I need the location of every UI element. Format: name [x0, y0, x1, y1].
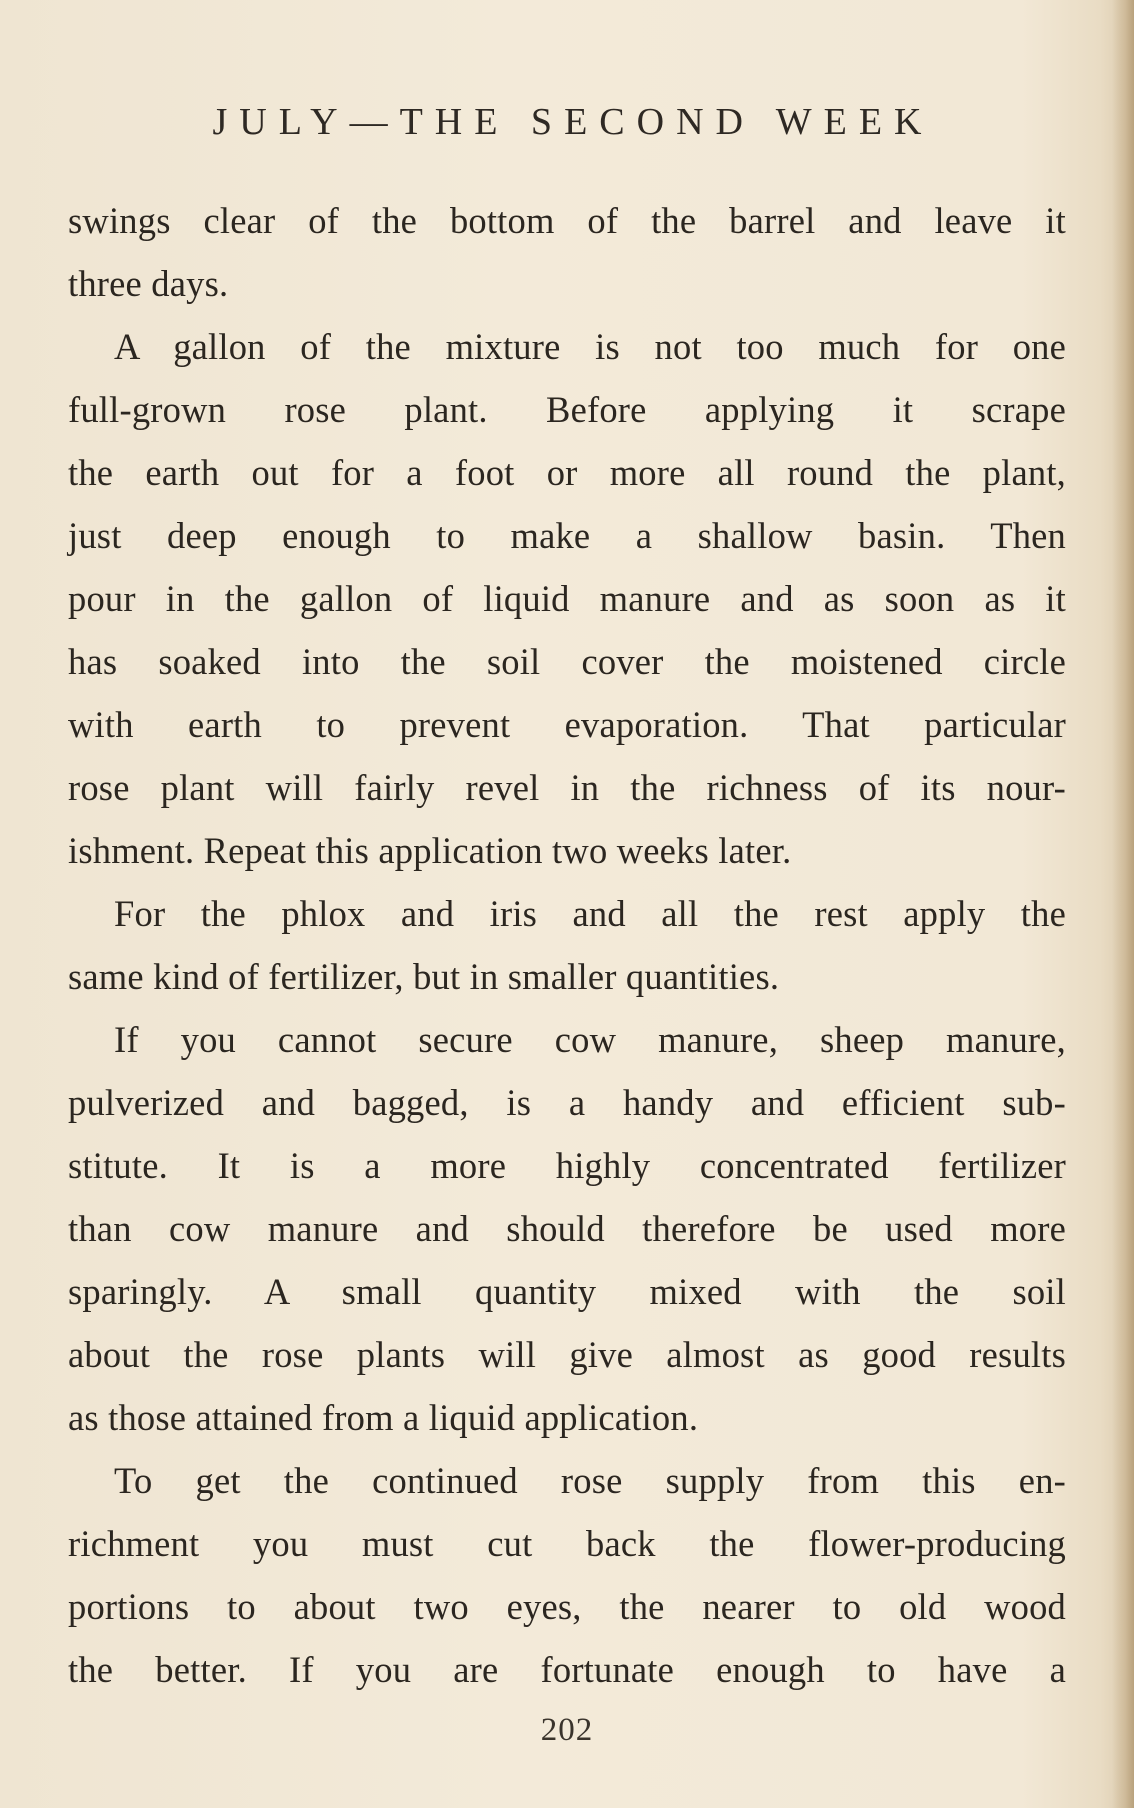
text-line: swings clear of the bottom of the barrel and leave it — [68, 200, 1066, 241]
text-line: pulverized and bagged, is a handy and efficient sub- — [68, 1082, 1066, 1123]
text-line: full-grown rose plant. Before applying it scrape — [68, 389, 1066, 430]
text-line: portions to about two eyes, the nearer to old wood — [68, 1586, 1066, 1627]
text-line: stitute. It is a more highly concentrated fertilizer — [68, 1145, 1066, 1186]
text-line: with earth to prevent evaporation. That particular — [68, 704, 1066, 745]
text-line: as those attained from a liquid application. — [68, 1397, 699, 1438]
text-line: than cow manure and should therefore be used more — [68, 1208, 1066, 1249]
text-line: three days. — [68, 263, 229, 304]
text-line: the earth out for a foot or more all round the plant, — [68, 452, 1066, 493]
text-line: same kind of fertilizer, but in smaller quantities. — [68, 956, 780, 997]
text-line: just deep enough to make a shallow basin. Then — [68, 515, 1066, 556]
text-line: has soaked into the soil cover the moistened circle — [68, 641, 1066, 682]
body-text — [68, 189, 1066, 1701]
text-line: rose plant will fairly revel in the richness of its nour- — [68, 767, 1066, 808]
text-line: To get the continued rose supply from this en- — [114, 1460, 1066, 1501]
text-line: about the rose plants will give almost as good results — [68, 1334, 1066, 1375]
text-line: the better. If you are fortunate enough to have a — [68, 1649, 1066, 1690]
text-line: sparingly. A small quantity mixed with the soil — [68, 1271, 1066, 1312]
text-line: ishment. Repeat this application two weeks later. — [68, 830, 792, 871]
text-line: If you cannot secure cow manure, sheep manure, — [114, 1019, 1066, 1060]
text-line: pour in the gallon of liquid manure and as soon as it — [68, 578, 1066, 619]
running-head: JULY—THE SECOND WEEK — [212, 101, 934, 143]
text-line: A gallon of the mixture is not too much for one — [114, 326, 1066, 367]
page-edge-shadow — [1112, 0, 1134, 1808]
text-line: For the phlox and iris and all the rest apply the — [114, 893, 1066, 934]
text-line: richment you must cut back the flower-producing — [68, 1523, 1066, 1564]
page-number: 202 — [540, 1712, 594, 1748]
